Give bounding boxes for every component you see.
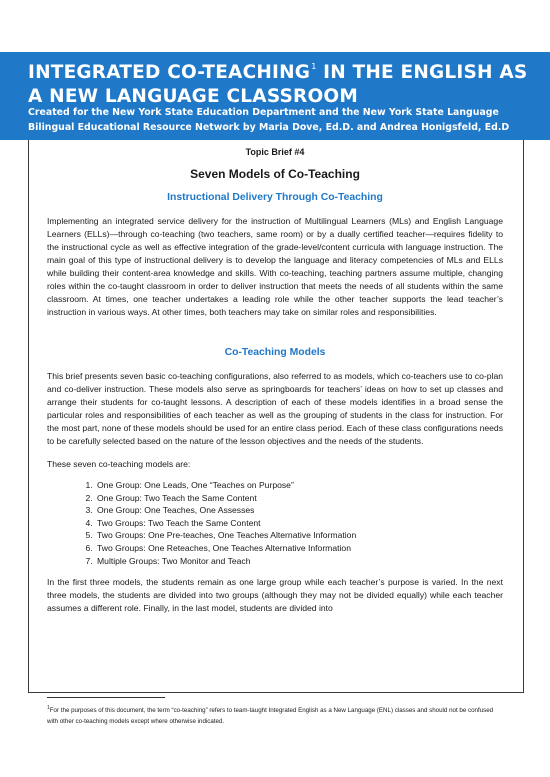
list-item: 5. Two Groups: One Pre-teaches, One Teaches Alternative Information — [95, 529, 503, 542]
list-item: 2. One Group: Two Teach the Same Content — [95, 492, 503, 505]
banner-title-main: INTEGRATED CO-TEACHING — [28, 62, 311, 83]
footnote — [47, 703, 503, 727]
banner-subtitle: Created for the New York State Education Department and the New York State Language Bilingual Educational Resource Network by Maria Dove, Ed.D. and Andrea Honigsfeld, Ed.D — [28, 107, 510, 133]
models-paragraph: This brief presents seven basic co-teaching configurations, also referred to as models, which co-teachers use to co-plan and co-deliver instruction. These models also serve as springboards for teachers’ ideas on how to set up classes and arrange their students for co-taught lessons. A description of each of these models identifies in a broad sense the particular roles and responsibilities of each teacher as well as the grouping of students in the class for instruction. For the most part, none of these models should be used for an entire class period. Each of these class configurations needs to be carefully selected based on the nature of the lesson objectives and the needs of the students. — [47, 371, 503, 446]
footnote-text: For the purposes of this document, the term “co-teaching” refers to team-taught Integrated English as a New Language (ENL) classes and should not be confused with other co-teaching models except where otherwise indicated. — [47, 707, 494, 725]
banner-title-tail: IN THE ENGLISH AS A NEW LANGUAGE CLASSROOM — [28, 62, 528, 107]
list-item: 7. Multiple Groups: Two Monitor and Teach — [95, 555, 503, 568]
intro-paragraph: Implementing an integrated service delivery for the instruction of Multilingual Learners (MLs) and English Language Learners (ELLs)—through co-teaching (two teachers, same room) or by a dually certified teacher—requires fidelity to the instructional cycle as well as effective integration of the grade-level/content curricula with language instruction. The main goal of this type of instructional delivery is to develop the language and literacy competencies of MLs and ELLs while building their content-area knowledge and skills. With co-teaching, teaching partners assume multiple, changing roles within the co-taught classroom in order to deliver instruction that meets the needs of all students within the same classroom. At times, one teacher undertakes a leading role while the other teacher supports the lead teacher’s instruction in various ways. At other times, both teachers may take on similar roles and responsibilities. — [47, 216, 503, 317]
list-intro: These seven co-teaching models are: — [47, 459, 191, 469]
footnote-marker: 1 — [311, 62, 317, 71]
list-item: 1. One Group: One Leads, One “Teaches on Purpose” — [95, 479, 503, 492]
section-heading-instructional-delivery: Instructional Delivery Through Co-Teaching — [167, 192, 383, 203]
list-item: 4. Two Groups: Two Teach the Same Content — [95, 517, 503, 530]
list-item: 6. Two Groups: One Reteaches, One Teaches Alternative Information — [95, 542, 503, 555]
closing-paragraph: In the first three models, the students remain as one large group while each teacher’s purpose is varied. In the next three models, the students are divided into two groups (although they may not be divided equally) while each teacher assumes a different role. Finally, in the last model, students are divided into — [47, 577, 503, 614]
document-banner-title — [28, 55, 538, 109]
list-item: 3. One Group: One Teaches, One Assesses — [95, 504, 503, 517]
section-heading-co-teaching-models: Co-Teaching Models — [224, 347, 326, 358]
footnote-number: 1 — [47, 705, 50, 711]
models-list — [47, 479, 503, 567]
footnote-divider — [47, 697, 165, 698]
content-body — [47, 146, 503, 615]
topic-label: Topic Brief #4 — [245, 147, 305, 157]
document-title: Seven Models of Co-Teaching — [190, 167, 360, 181]
